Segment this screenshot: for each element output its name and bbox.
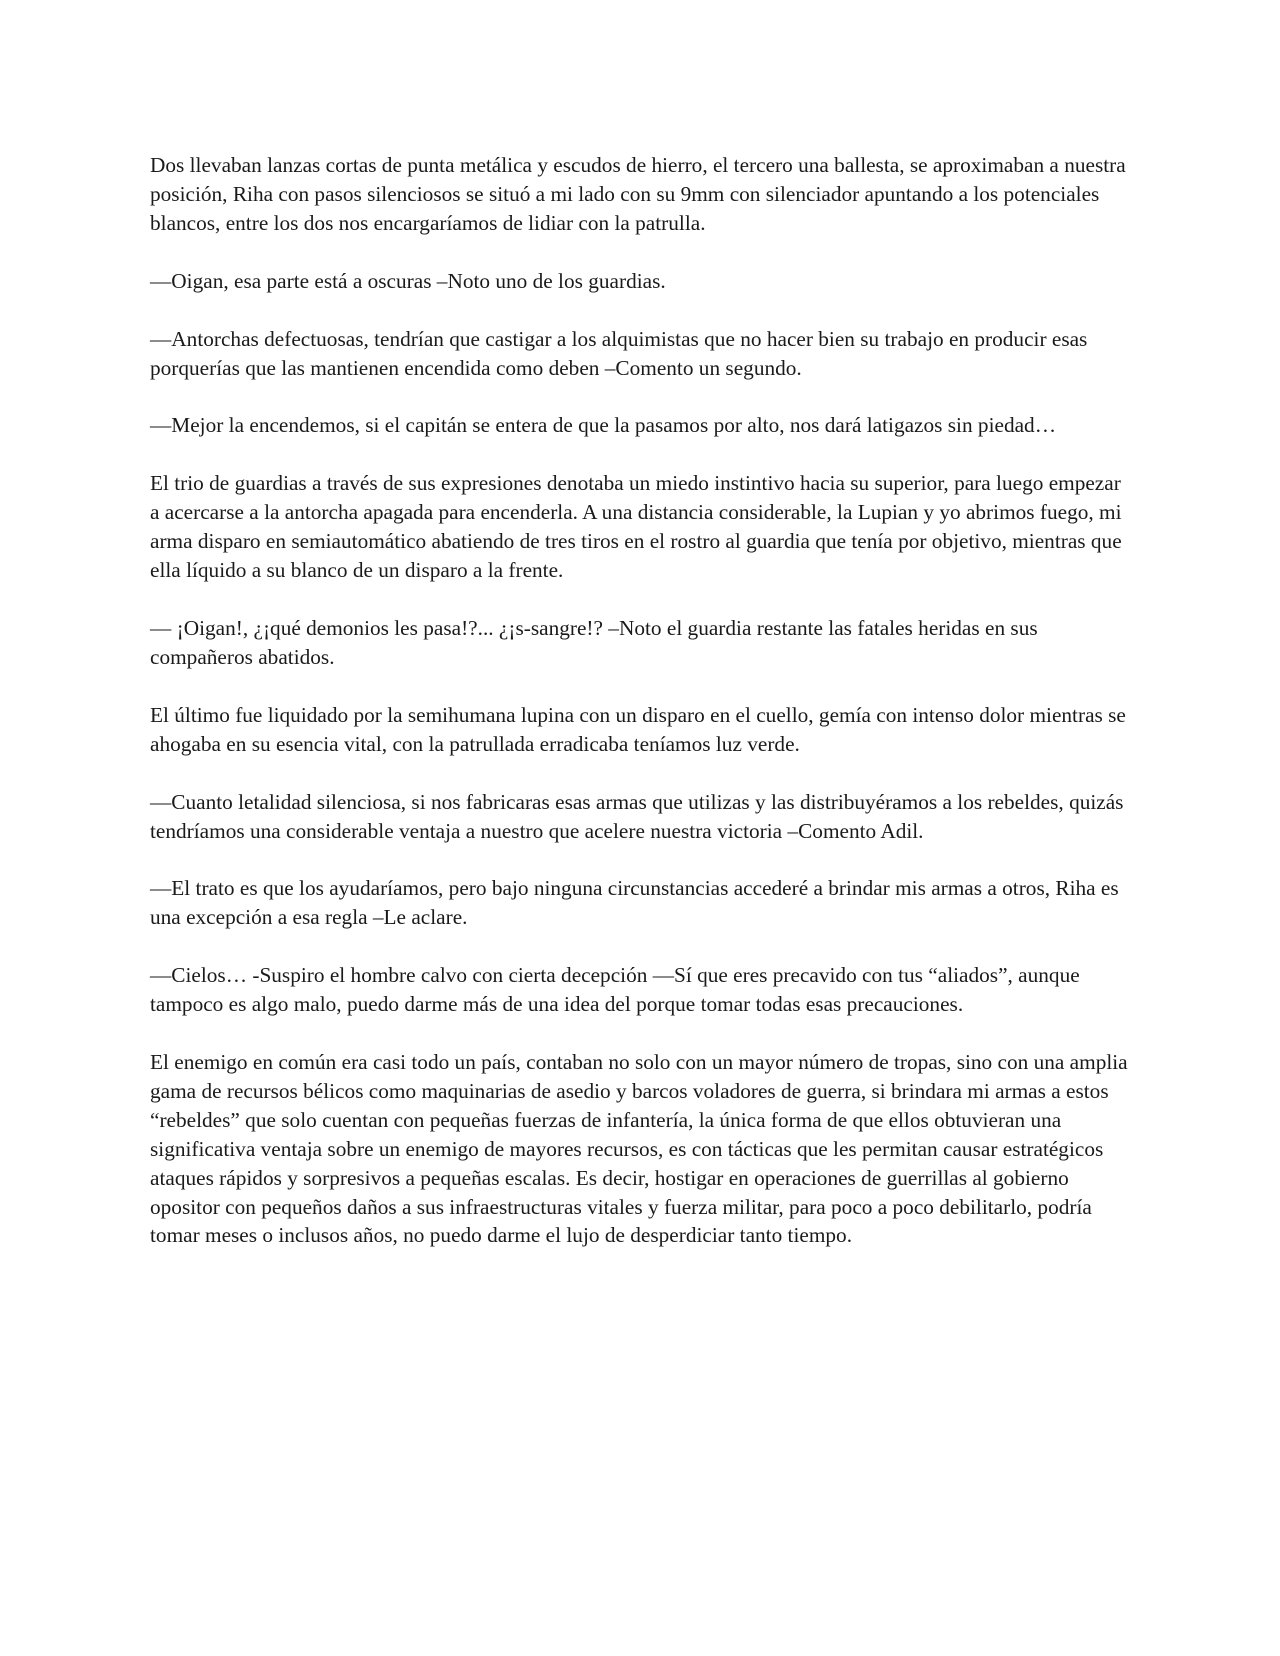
paragraph-7: El último fue liquidado por la semihumana lupina con un disparo en el cuello, gemía con intenso dolor mientras se ahogaba en su esencia vital, con la patrullada erradicaba teníamos luz verde.	[150, 702, 1126, 756]
paragraph-5: El trio de guardias a través de sus expresiones denotaba un miedo instintivo hacia su superior, para luego empezar a acercarse a la antorcha apagada para encenderla. A una distancia considerable, la Lupian y yo abrimos fuego, mi arma disparo en semiautomático abatiendo de tres tiros en el rostro al guardia que tenía por objetivo, mientras que ella líquido a su blanco de un disparo a la frente.	[150, 471, 1122, 583]
paragraph-4: —Mejor la encendemos, si el capitán se entera de que la pasamos por alto, nos dará latigazos sin piedad…	[150, 413, 1057, 438]
paragraph-8: —Cuanto letalidad silenciosa, si nos fabricaras esas armas que utilizas y las distribuyéramos a los rebeldes, quizás tendríamos una considerable ventaja a nuestro que acelere nuestra victoria –Comento Adil.	[150, 789, 1124, 843]
paragraph-2: —Oigan, esa parte está a oscuras –Noto uno de los guardias.	[150, 268, 666, 293]
paragraph-9: —El trato es que los ayudaríamos, pero bajo ninguna circunstancias accederé a brindar mis armas a otros, Riha es una excepción a esa regla –Le aclare.	[150, 876, 1119, 930]
document-page	[150, 151, 1135, 1279]
paragraph-3: —Antorchas defectuosas, tendrían que castigar a los alquimistas que no hacer bien su trabajo en producir esas porquerías que las mantienen encendida como deben –Comento un segundo.	[150, 326, 1088, 380]
paragraph-6: — ¡Oigan!, ¿¡qué demonios les pasa!?... ¿¡s-sangre!? –Noto el guardia restante las fatales heridas en sus compañeros abatidos.	[150, 615, 1038, 669]
paragraph-11: El enemigo en común era casi todo un país, contaban no solo con un mayor número de tropas, sino con una amplia gama de recursos bélicos como maquinarias de asedio y barcos voladores de guerra, si brindara mi armas a estos “rebeldes” que solo cuentan con pequeñas fuerzas de infantería, la única forma de que ellos obtuvieran una significativa ventaja sobre un enemigo de mayores recursos, es con tácticas que les permitan causar estratégicos ataques rápidos y sorpresivos a pequeñas escalas. Es decir, hostigar en operaciones de guerrillas al gobierno opositor con pequeños daños a sus infraestructuras vitales y fuerza militar, para poco a poco debilitarlo, podría tomar meses o inclusos años, no puedo darme el lujo de desperdiciar tanto tiempo.	[150, 1050, 1128, 1248]
paragraph-1: Dos llevaban lanzas cortas de punta metálica y escudos de hierro, el tercero una ballesta, se aproximaban a nuestra posición, Riha con pasos silenciosos se situó a mi lado con su 9mm con silenciador apuntando a los potenciales blancos, entre los dos nos encargaríamos de lidiar con la patrulla.	[150, 153, 1126, 235]
paragraph-10: —Cielos… -Suspiro el hombre calvo con cierta decepción —Sí que eres precavido con tus “aliados”, aunque tampoco es algo malo, puedo darme más de una idea del porque tomar todas esas precauciones.	[150, 963, 1080, 1017]
